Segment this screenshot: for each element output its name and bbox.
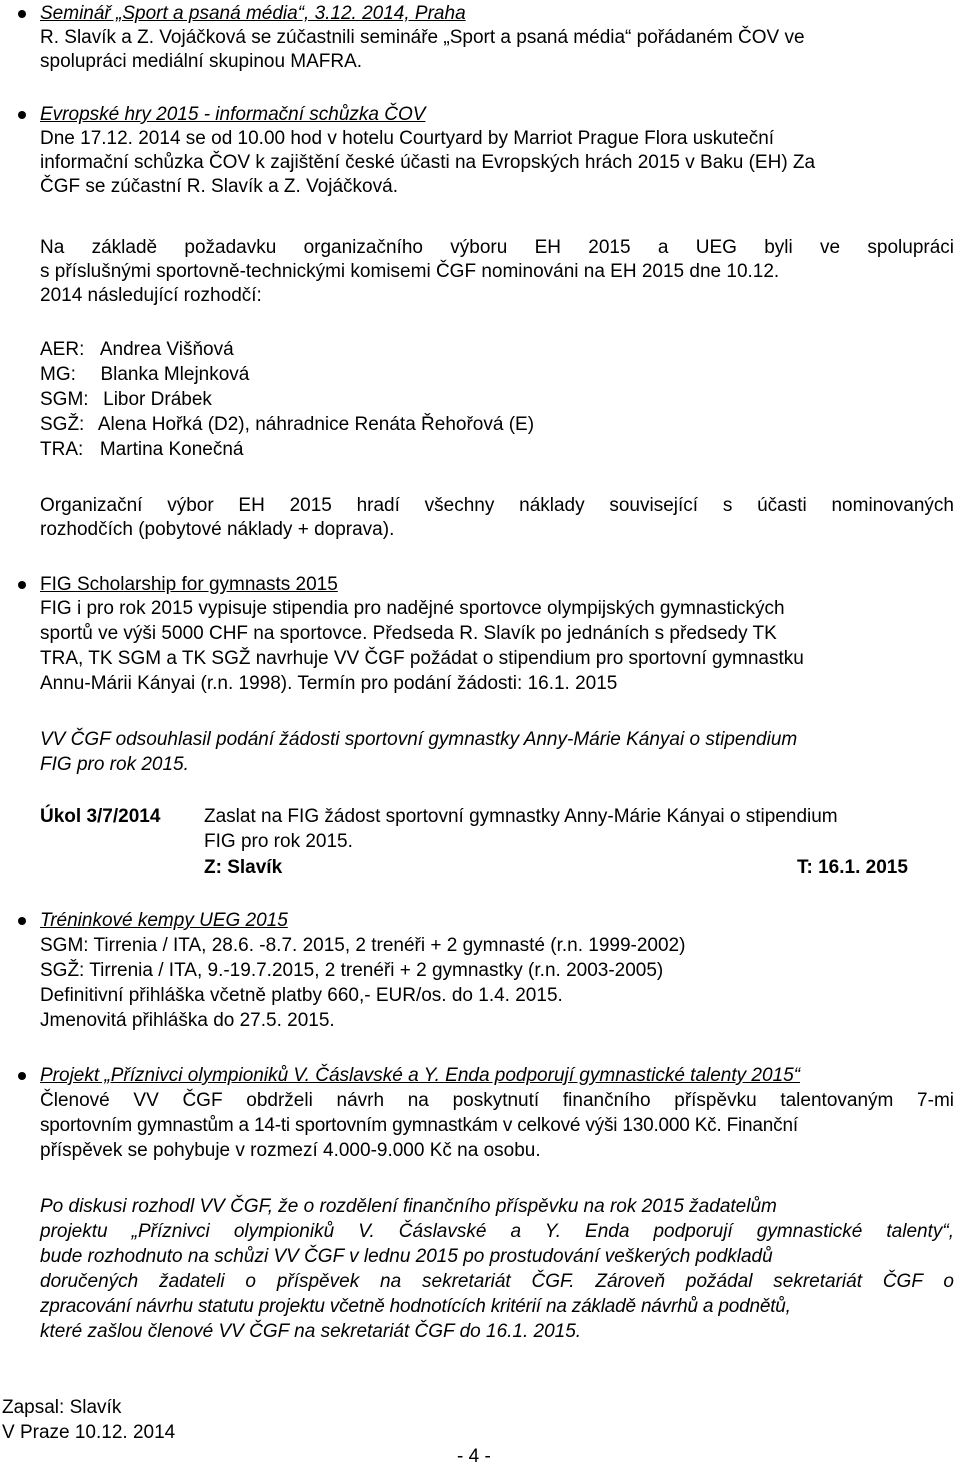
task-deadline: T: 16.1. 2015 — [797, 857, 908, 878]
evropske-hry-p1-line1: Dne 17.12. 2014 se od 10.00 hod v hotelu Courtyard by Marriot Prague Flora uskuteční — [40, 128, 775, 149]
evropske-hry-p2-line2: s příslušnými sportovně-technickými komisemi ČGF nominováni na EH 2015 dne 10.12. — [40, 261, 780, 282]
projekt-p2-line5: zpracování návrhu statutu projektu včetně hodnotících kritérií na základě návrhů a podnětů, — [40, 1296, 791, 1317]
fig-p1-line4: Annu-Márii Kányai (r.n. 1998). Termín pro podání žádosti: 16.1. 2015 — [40, 673, 618, 694]
task-line2: FIG pro rok 2015. — [204, 831, 353, 852]
fig-p1-line1: FIG i pro rok 2015 vypisuje stipendia pro nadějné sportovce olympijských gymnastických — [40, 598, 785, 619]
task-responsible: Z: Slavík — [204, 857, 283, 878]
evropske-hry-p2-line3: 2014 následující rozhodčí: — [40, 285, 262, 306]
task-line1: Zaslat na FIG žádost sportovní gymnastky Anny-Márie Kányai o stipendium — [204, 806, 838, 827]
judge-name: Alena Hořká (D2), náhradnice Renáta Řehořová (E) — [97, 414, 535, 435]
judge-code: SGŽ: — [40, 414, 85, 435]
projekt-p2-line3: bude rozhodnuto na schůzi VV ČGF v lednu 2015 po prostudování veškerých podkladů — [40, 1246, 773, 1267]
item-kempy-title: Tréninkové kempy UEG 2015 — [40, 910, 288, 931]
judge-code: AER: — [40, 339, 85, 360]
judge-row — [40, 338, 234, 362]
evropske-hry-p1-line2: informační schůzka ČOV k zajištění české účasti na Evropských hrách 2015 v Baku (EH) Za — [40, 152, 816, 173]
judge-row — [40, 388, 212, 412]
projekt-p1-line3: příspěvek se pohybuje v rozmezí 4.000-9.000 Kč na osobu. — [40, 1140, 541, 1161]
item-seminar-line1: R. Slavík a Z. Vojáčková se zúčastnili semináře „Sport a psaná média“ pořádaném ČOV ve — [40, 27, 805, 48]
fig-decision-line1: VV ČGF odsouhlasil podání žádosti sportovní gymnastky Anny-Márie Kányai o stipendium — [40, 729, 798, 750]
item-fig-title: FIG Scholarship for gymnasts 2015 — [40, 574, 338, 595]
projekt-p2-line2: projektu „Příznivci olympioniků V. Čáslavské a Y. Enda podporují gymnastické talenty“, — [40, 1221, 954, 1242]
judge-code: SGM: — [40, 389, 89, 410]
kempy-line2: SGŽ: Tirrenia / ITA, 9.-19.7.2015, 2 trenéři + 2 gymnastky (r.n. 2003-2005) — [40, 960, 664, 981]
judge-row — [40, 438, 244, 462]
bullet-icon — [18, 1072, 26, 1080]
judge-code: MG: — [40, 364, 76, 385]
judge-code: TRA: — [40, 439, 84, 460]
evropske-hry-p3-line1: Organizační výbor EH 2015 hradí všechny náklady související s účasti nominovaných — [40, 495, 954, 516]
bullet-icon — [18, 917, 26, 925]
evropske-hry-p3-line2: rozhodčích (pobytové náklady + doprava). — [40, 519, 395, 540]
judge-name: Blanka Mlejnková — [100, 364, 250, 385]
item-seminar-line2: spolupráci mediální skupinou MAFRA. — [40, 51, 363, 72]
item-projekt-title: Projekt „Příznivci olympioniků V. Čáslavské a Y. Enda podporují gymnastické talenty 2015“ — [40, 1065, 801, 1086]
fig-p1-line3: TRA, TK SGM a TK SGŽ navrhuje VV ČGF požádat o stipendium pro sportovní gymnastku — [40, 648, 804, 669]
judge-name: Libor Drábek — [103, 389, 212, 410]
judge-row — [40, 363, 249, 387]
page-number: - 4 - — [457, 1446, 491, 1467]
bullet-icon — [18, 10, 26, 18]
kempy-line4: Jmenovitá přihláška do 27.5. 2015. — [40, 1010, 335, 1031]
task-label: Úkol 3/7/2014 — [40, 806, 161, 827]
footer-place-date: V Praze 10.12. 2014 — [2, 1422, 176, 1443]
bullet-icon — [18, 111, 26, 119]
judge-name: Martina Konečná — [99, 439, 244, 460]
judge-name: Andrea Višňová — [99, 339, 234, 360]
item-evropske-hry-title: Evropské hry 2015 - informační schůzka ČOV — [40, 104, 426, 125]
footer-recorded-by: Zapsal: Slavík — [2, 1397, 122, 1418]
evropske-hry-p2-line1: Na základě požadavku organizačního výboru EH 2015 a UEG byli ve spolupráci — [40, 237, 954, 258]
judge-row — [40, 413, 534, 437]
kempy-line3: Definitivní přihláška včetně platby 660,- EUR/os. do 1.4. 2015. — [40, 985, 563, 1006]
fig-p1-line2: sportů ve výši 5000 CHF na sportovce. Předseda R. Slavík po jednáních s předsedy TK — [40, 623, 777, 644]
bullet-icon — [18, 581, 26, 589]
evropske-hry-p1-line3: ČGF se zúčastní R. Slavík a Z. Vojáčková. — [40, 176, 398, 197]
fig-decision-line2: FIG pro rok 2015. — [40, 754, 189, 775]
projekt-p2-line4: doručených žadateli o příspěvek na sekretariát ČGF. Zároveň požádal sekretariát ČGF o — [40, 1271, 954, 1292]
item-seminar-title: Seminář „Sport a psaná média“, 3.12. 2014, Praha — [40, 3, 466, 24]
projekt-p2-line1: Po diskusi rozhodl VV ČGF, že o rozdělení finančního příspěvku na rok 2015 žadatelům — [40, 1196, 777, 1217]
projekt-p1-line2: sportovním gymnastům a 14-ti sportovním gymnastkám v celkové výši 130.000 Kč. Finanční — [40, 1115, 798, 1136]
projekt-p1-line1: Členové VV ČGF obdrželi návrh na poskytnutí finančního příspěvku talentovaným 7-mi — [40, 1090, 954, 1111]
projekt-p2-line6: které zašlou členové VV ČGF na sekretariát ČGF do 16.1. 2015. — [40, 1321, 582, 1342]
kempy-line1: SGM: Tirrenia / ITA, 28.6. -8.7. 2015, 2 trenéři + 2 gymnasté (r.n. 1999-2002) — [40, 935, 686, 956]
